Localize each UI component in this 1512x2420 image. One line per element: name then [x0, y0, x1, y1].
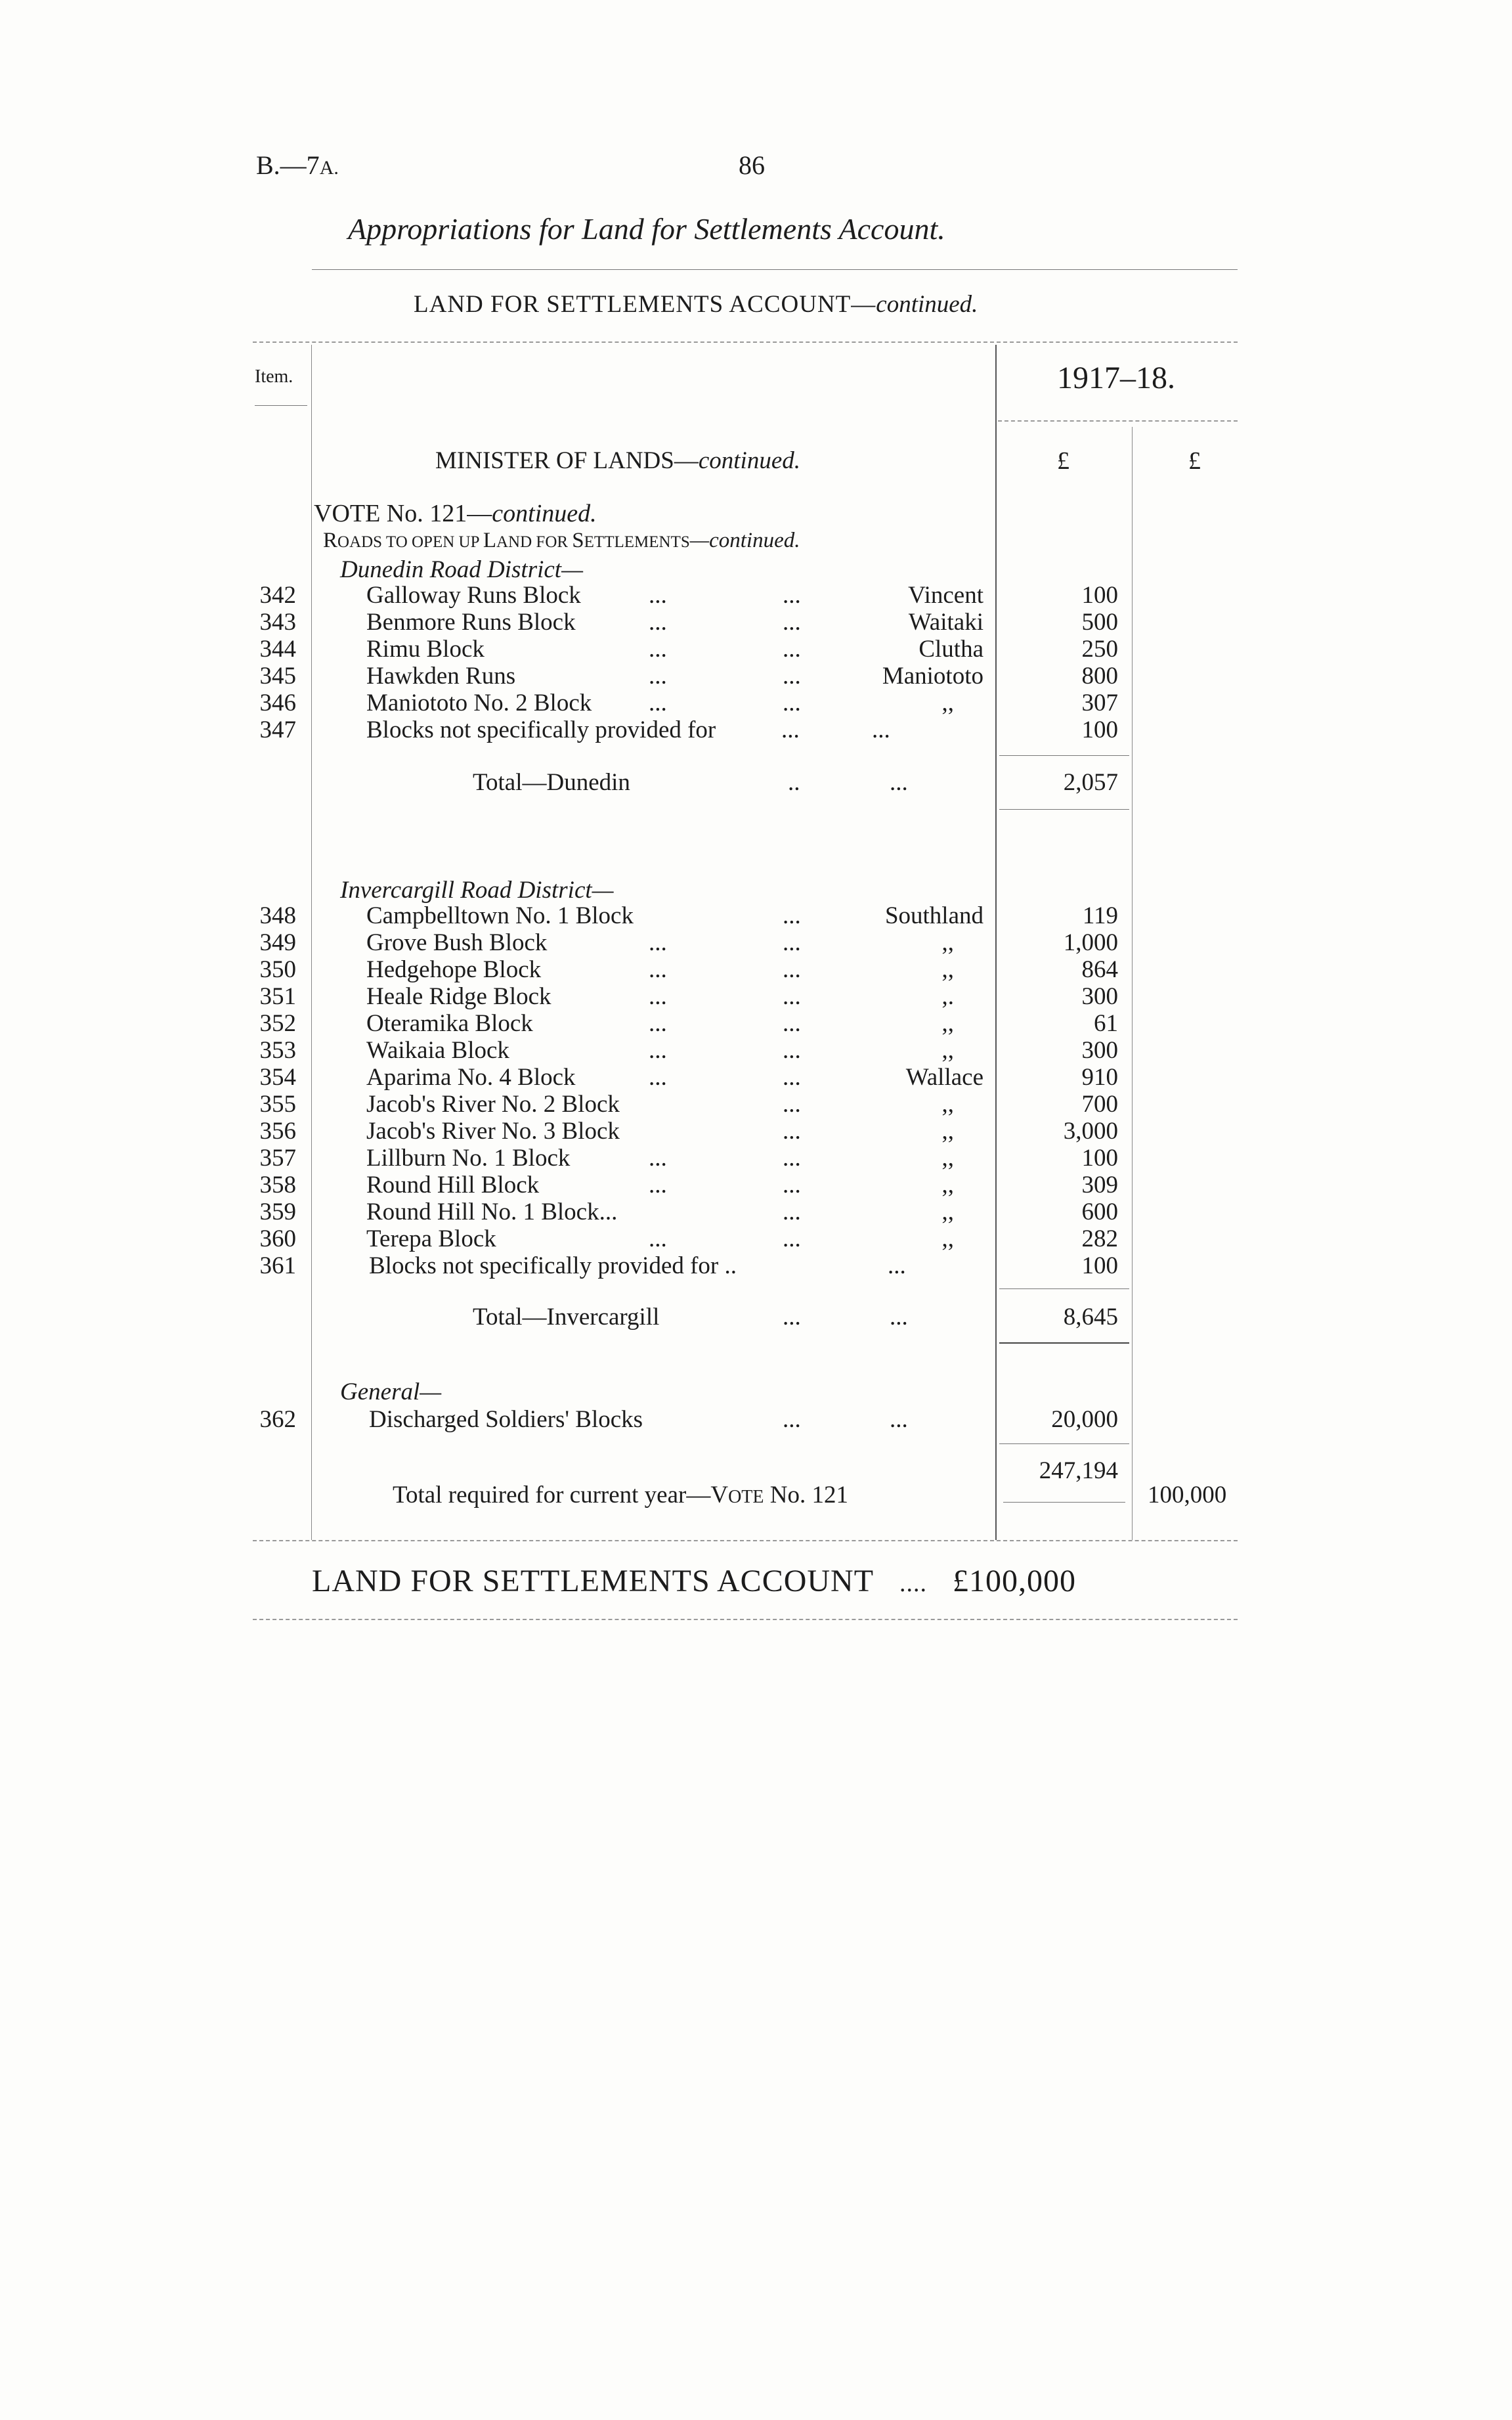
grand-total-cap-v: V — [710, 1482, 729, 1508]
footer-amount: £100,000 — [953, 1564, 1077, 1598]
county-name: Wallace — [905, 1064, 983, 1091]
item-number: 346 — [259, 690, 296, 716]
page-subtitle: Appropriations for Land for Settlements Account. — [348, 212, 945, 246]
header-rule — [312, 269, 1238, 270]
block-name: Lillburn No. 1 Block — [366, 1145, 571, 1172]
leader-dots: ... — [649, 983, 667, 1010]
invercargill-total-label: Total—Invercargill — [473, 1304, 660, 1331]
table-row — [0, 1225, 1512, 1252]
leader-dots: ... — [781, 716, 800, 743]
block-name: Benmore Runs Block — [366, 609, 576, 636]
item-column-header: Item. — [255, 366, 293, 387]
item-number: 359 — [259, 1199, 296, 1225]
block-name: Oteramika Block — [366, 1010, 533, 1037]
amount: 100 — [1081, 582, 1118, 609]
leader-dots: ... — [783, 1304, 801, 1331]
footer-account-name: LAND FOR SETTLEMENTS ACCOUNT — [312, 1564, 875, 1598]
county-ditto: ,, — [941, 1145, 954, 1172]
invercargill-district-heading: Invercargill Road District— — [340, 877, 614, 904]
leader-dots: ... — [890, 769, 908, 796]
table-row — [0, 929, 1512, 956]
page-number: 86 — [739, 150, 765, 180]
dunedin-district-heading: Dunedin Road District— — [340, 556, 583, 583]
item-number: 354 — [259, 1064, 296, 1091]
roads-small-2: AND FOR — [496, 533, 572, 551]
county-name: Waitaki — [908, 609, 983, 636]
grand-total-small: OTE — [728, 1487, 764, 1507]
amount: 800 — [1081, 663, 1118, 690]
year-header-rule — [998, 420, 1238, 422]
amount: 500 — [1081, 609, 1118, 636]
county-ditto: ,, — [941, 1172, 954, 1199]
leader-dots: ... — [649, 1145, 667, 1172]
block-name: Blocks not specifically provided for — [366, 716, 716, 743]
leader-dots: ... — [783, 1010, 801, 1037]
item-number: 349 — [259, 929, 296, 956]
item-number: 342 — [259, 582, 296, 609]
table-row — [0, 608, 1512, 636]
county-ditto: ,, — [941, 1037, 954, 1064]
leader-dots: ... — [783, 1406, 801, 1433]
document-reference — [256, 150, 339, 181]
block-name: Campbelltown No. 1 Block — [366, 902, 634, 929]
table-row — [0, 1252, 1512, 1279]
amount: 3,000 — [1063, 1118, 1118, 1145]
leader-dots: ... — [649, 956, 667, 983]
vote-text: VOTE No. 121— — [314, 500, 492, 527]
block-name: Blocks not specifically provided for .. — [369, 1252, 737, 1279]
table-top-rule — [253, 341, 1238, 343]
leader-dots: ... — [649, 1225, 667, 1252]
county-ditto: ,, — [941, 929, 954, 956]
leader-dots: ... — [783, 1172, 801, 1199]
leader-dots: .. — [788, 769, 800, 796]
grand-total-vote-number: No. 121 — [764, 1482, 848, 1508]
table-row — [0, 1144, 1512, 1172]
amount: 864 — [1081, 956, 1118, 983]
county-name: Southland — [884, 902, 983, 929]
item-number: 357 — [259, 1145, 296, 1172]
leader-dots: ... — [783, 929, 801, 956]
grand-total-text: Total required for current year— — [393, 1482, 711, 1508]
block-name: Hawkden Runs — [366, 663, 516, 690]
block-name: Round Hill No. 1 Block... — [366, 1199, 618, 1225]
table-row — [0, 1405, 1512, 1433]
leader-dots: ... — [783, 983, 801, 1010]
roads-small-1: OADS TO OPEN UP — [337, 533, 483, 551]
roads-cap-s: S — [572, 529, 584, 552]
leader-dots: ... — [783, 1225, 801, 1252]
account-title-cont: continued. — [876, 291, 978, 318]
account-title-main: LAND FOR SETTLEMENTS ACCOUNT— — [414, 291, 876, 318]
county-ditto: ,. — [941, 983, 954, 1010]
item-number: 351 — [259, 983, 296, 1010]
leader-dots: .... — [899, 1570, 928, 1597]
table-row — [0, 982, 1512, 1010]
grand-total-amount: 100,000 — [1148, 1482, 1227, 1508]
block-name: Rimu Block — [366, 636, 485, 663]
invercargill-total-rule — [999, 1342, 1129, 1344]
minister-cont: continued. — [698, 447, 801, 474]
general-heading: General— — [340, 1378, 442, 1405]
vote-heading — [314, 499, 597, 528]
leader-dots: ... — [783, 1118, 801, 1145]
leader-dots: ... — [649, 1064, 667, 1091]
dunedin-total-label: Total—Dunedin — [473, 769, 630, 796]
item-number: 350 — [259, 956, 296, 983]
table-row — [0, 1090, 1512, 1118]
leader-dots: ... — [649, 690, 667, 716]
roads-cap-l: L — [483, 529, 496, 552]
item-number: 345 — [259, 663, 296, 690]
block-name: Aparima No. 4 Block — [366, 1064, 576, 1091]
amount: 1,000 — [1063, 929, 1118, 956]
item-number: 344 — [259, 636, 296, 663]
leader-dots: ... — [783, 902, 801, 929]
item-number: 353 — [259, 1037, 296, 1064]
county-name: Vincent — [908, 582, 983, 609]
leader-dots: ... — [783, 663, 801, 690]
amount: 100 — [1081, 1145, 1118, 1172]
invercargill-total-amount: 8,645 — [1063, 1304, 1118, 1331]
general-rule — [999, 1443, 1129, 1444]
table-bottom-rule — [253, 1540, 1238, 1541]
grand-sum-rule — [1003, 1502, 1125, 1503]
amount: 282 — [1081, 1225, 1118, 1252]
county-ditto: ,, — [941, 1225, 954, 1252]
leader-dots: ... — [783, 1145, 801, 1172]
county-ditto: ,, — [941, 1091, 954, 1118]
amount: 300 — [1081, 983, 1118, 1010]
block-name: Discharged Soldiers' Blocks — [369, 1406, 643, 1433]
grand-total-label — [393, 1481, 848, 1509]
minister-text: MINISTER OF LANDS— — [435, 447, 699, 474]
leader-dots: ... — [783, 1064, 801, 1091]
item-number: 361 — [259, 1252, 296, 1279]
leader-dots: ... — [783, 956, 801, 983]
leader-dots: ... — [649, 1010, 667, 1037]
table-row — [0, 1036, 1512, 1064]
block-name: Round Hill Block — [366, 1172, 540, 1199]
leader-dots: ... — [649, 1172, 667, 1199]
leader-dots: ... — [783, 690, 801, 716]
county-ditto: ,, — [941, 1010, 954, 1037]
county-ditto: ,, — [941, 690, 954, 716]
county-ditto: ,, — [941, 956, 954, 983]
amount: 119 — [1082, 902, 1118, 929]
leader-dots: ... — [783, 609, 801, 636]
amount: 20,000 — [1051, 1406, 1118, 1433]
leader-dots: ... — [888, 1252, 906, 1279]
item-number: 362 — [259, 1406, 296, 1433]
year-column-header: 1917–18. — [1057, 361, 1175, 395]
pound-sign-total: £ — [1188, 447, 1201, 475]
leader-dots: ... — [783, 1037, 801, 1064]
dunedin-total-rule — [999, 809, 1129, 810]
item-number: 343 — [259, 609, 296, 636]
block-name: Maniototo No. 2 Block — [366, 690, 592, 716]
footer-rule — [253, 1619, 1238, 1620]
leader-dots: ... — [649, 636, 667, 663]
amount: 307 — [1081, 690, 1118, 716]
block-name: Hedgehope Block — [366, 956, 542, 983]
footer-summary — [312, 1563, 1076, 1599]
table-row — [0, 1063, 1512, 1091]
block-name: Jacob's River No. 3 Block — [366, 1118, 620, 1145]
amount: 300 — [1081, 1037, 1118, 1064]
amount: 250 — [1081, 636, 1118, 663]
leader-dots: ... — [649, 663, 667, 690]
table-row — [0, 956, 1512, 983]
grand-sum-amount: 247,194 — [1039, 1457, 1118, 1484]
amount: 61 — [1094, 1010, 1118, 1037]
item-number: 358 — [259, 1172, 296, 1199]
table-row — [0, 1198, 1512, 1225]
county-ditto: ,, — [941, 1118, 954, 1145]
block-name: Terepa Block — [366, 1225, 496, 1252]
roads-heading — [323, 529, 800, 553]
block-name: Galloway Runs Block — [366, 582, 581, 609]
item-number: 352 — [259, 1010, 296, 1037]
doc-ref-small: A. — [319, 157, 339, 179]
leader-dots: ... — [649, 1037, 667, 1064]
invercargill-sum-rule — [999, 1288, 1129, 1289]
county-ditto: ,, — [941, 1199, 954, 1225]
table-row — [0, 902, 1512, 929]
item-number: 348 — [259, 902, 296, 929]
leader-dots: ... — [649, 609, 667, 636]
leader-dots: ... — [890, 1304, 908, 1331]
leader-dots: ... — [783, 582, 801, 609]
table-row — [0, 1009, 1512, 1037]
leader-dots: ... — [783, 1199, 801, 1225]
leader-dots: ... — [649, 929, 667, 956]
county-name: Clutha — [918, 636, 983, 663]
amount: 100 — [1081, 1252, 1118, 1279]
table-row — [0, 635, 1512, 663]
table-row — [0, 689, 1512, 716]
roads-small-3: ETTLEMENTS — [584, 533, 690, 551]
amount: 910 — [1081, 1064, 1118, 1091]
amount: 700 — [1081, 1091, 1118, 1118]
item-number: 360 — [259, 1225, 296, 1252]
table-row — [0, 716, 1512, 743]
amount: 600 — [1081, 1199, 1118, 1225]
block-name: Jacob's River No. 2 Block — [366, 1091, 620, 1118]
dunedin-total-amount: 2,057 — [1063, 769, 1118, 796]
table-row — [0, 581, 1512, 609]
pound-sign-amount: £ — [1057, 447, 1069, 475]
vote-cont: continued. — [492, 500, 597, 527]
leader-dots: ... — [649, 582, 667, 609]
leader-dots: ... — [783, 1091, 801, 1118]
item-header-rule — [255, 405, 307, 406]
amount: 309 — [1081, 1172, 1118, 1199]
block-name: Heale Ridge Block — [366, 983, 551, 1010]
block-name: Waikaia Block — [366, 1037, 509, 1064]
roads-cont: —continued. — [689, 529, 800, 552]
amount: 100 — [1081, 716, 1118, 743]
account-title — [414, 290, 978, 319]
item-number: 356 — [259, 1118, 296, 1145]
table-row — [0, 1117, 1512, 1145]
leader-dots: ... — [890, 1406, 908, 1433]
block-name: Grove Bush Block — [366, 929, 548, 956]
county-name: Maniototo — [882, 663, 983, 690]
doc-ref-main: B.—7 — [256, 150, 320, 180]
table-row — [0, 1171, 1512, 1199]
minister-heading — [435, 447, 800, 475]
table-row — [0, 662, 1512, 690]
roads-cap-r: R — [323, 529, 338, 552]
dunedin-sum-rule — [999, 755, 1129, 756]
item-number: 347 — [259, 716, 296, 743]
leader-dots: ... — [783, 636, 801, 663]
item-number: 355 — [259, 1091, 296, 1118]
leader-dots: ... — [872, 716, 890, 743]
